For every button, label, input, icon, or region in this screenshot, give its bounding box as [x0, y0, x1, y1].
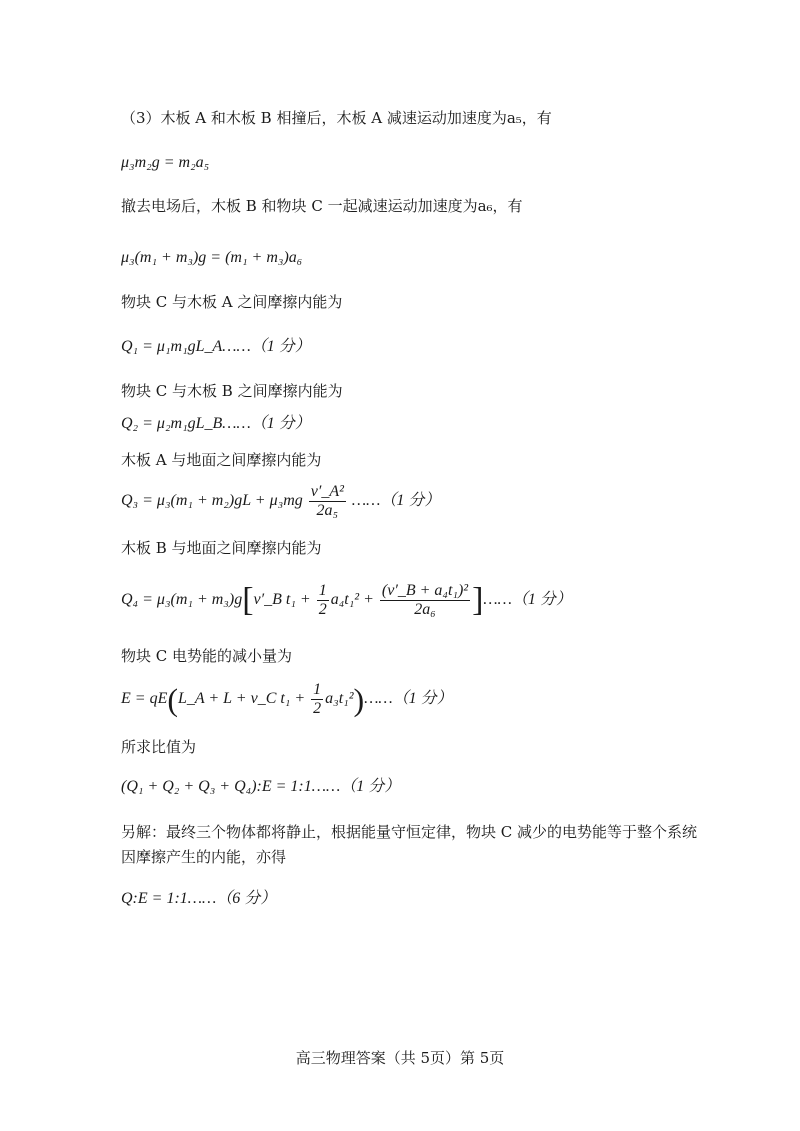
e-lhs: E = qE [121, 690, 168, 708]
text-line-7: 物块 C 电势能的减小量为 [121, 647, 293, 665]
text-line-2: 撤去电场后，木板 B 和物块 C 一起减速运动加速度为a₆，有 [121, 197, 523, 215]
equation-q4 [121, 582, 572, 619]
equation-total-ratio: Q:E = 1:1……（6 分） [121, 890, 277, 907]
equation-line-2: μ₃(m₁ + m₃)g = (m₁ + m₃)a₆ [121, 249, 303, 266]
q4-score: ……（1 分） [483, 591, 572, 609]
q3-fraction-numerator: v′_A² [310, 483, 344, 500]
text-line-3: 物块 C 与木板 A 之间摩擦内能为 [121, 293, 343, 311]
equation-q1: Q₁ = μ₁m₁gL_A……（1 分） [121, 338, 311, 355]
e-open-paren: ( [167, 681, 178, 718]
text-line-8: 所求比值为 [121, 738, 197, 756]
equation-line-1: μ₃m₂g = m₂a₅ [121, 154, 210, 171]
q4-half-denominator: 2 [318, 601, 327, 618]
e-half-denominator: 2 [313, 700, 322, 717]
text-line-5: 木板 A 与地面之间摩擦内能为 [121, 451, 322, 469]
e-part2: a₃t₁² [325, 690, 354, 708]
q3-score: ……（1 分） [351, 492, 441, 510]
equation-q3 [121, 483, 440, 520]
equation-e [121, 681, 453, 718]
e-part1: L_A + L + v_C t₁ + [178, 690, 306, 708]
q4-fraction [380, 582, 470, 619]
q4-part2: a₄t₁² + [330, 591, 374, 609]
equation-ratio: (Q₁ + Q₂ + Q₃ + Q₄):E = 1:1……（1 分） [121, 778, 401, 795]
q4-half-fraction [317, 582, 329, 619]
q3-lhs: Q₃ = μ₃(m₁ + m₂)gL + μ₃mg [121, 492, 303, 510]
e-half-fraction [311, 681, 323, 718]
text-line-1: （3）木板 A 和木板 B 相撞后，木板 A 减速运动加速度为a₅，有 [121, 109, 552, 127]
text-line-10: 因摩擦产生的内能，亦得 [121, 848, 287, 866]
q4-fraction-denominator: 2a₆ [414, 601, 436, 618]
q4-lhs: Q₄ = μ₃(m₁ + m₃)g [121, 591, 243, 609]
q4-fraction-numerator: (v′_B + a₄t₁)² [381, 582, 469, 599]
q4-part1: v′_B t₁ + [253, 591, 311, 609]
q3-fraction-denominator: 2a₅ [316, 502, 339, 519]
text-line-4: 物块 C 与木板 B 之间摩擦内能为 [121, 382, 343, 400]
q4-close-bracket: ] [472, 581, 484, 619]
e-score: ……（1 分） [364, 690, 453, 708]
q4-half-numerator: 1 [318, 582, 327, 599]
q4-open-bracket: [ [242, 581, 254, 619]
q3-fraction [309, 483, 346, 520]
e-half-numerator: 1 [313, 681, 322, 698]
page-footer: 高三物理答案（共 5页）第 5页 [295, 1049, 505, 1067]
equation-q2: Q₂ = μ₂m₁gL_B……（1 分） [121, 415, 311, 432]
text-line-9: 另解：最终三个物体都将静止，根据能量守恒定律，物块 C 减少的电势能等于整个系统 [121, 823, 698, 841]
e-close-paren: ) [353, 681, 365, 718]
text-line-6: 木板 B 与地面之间摩擦内能为 [121, 539, 322, 557]
